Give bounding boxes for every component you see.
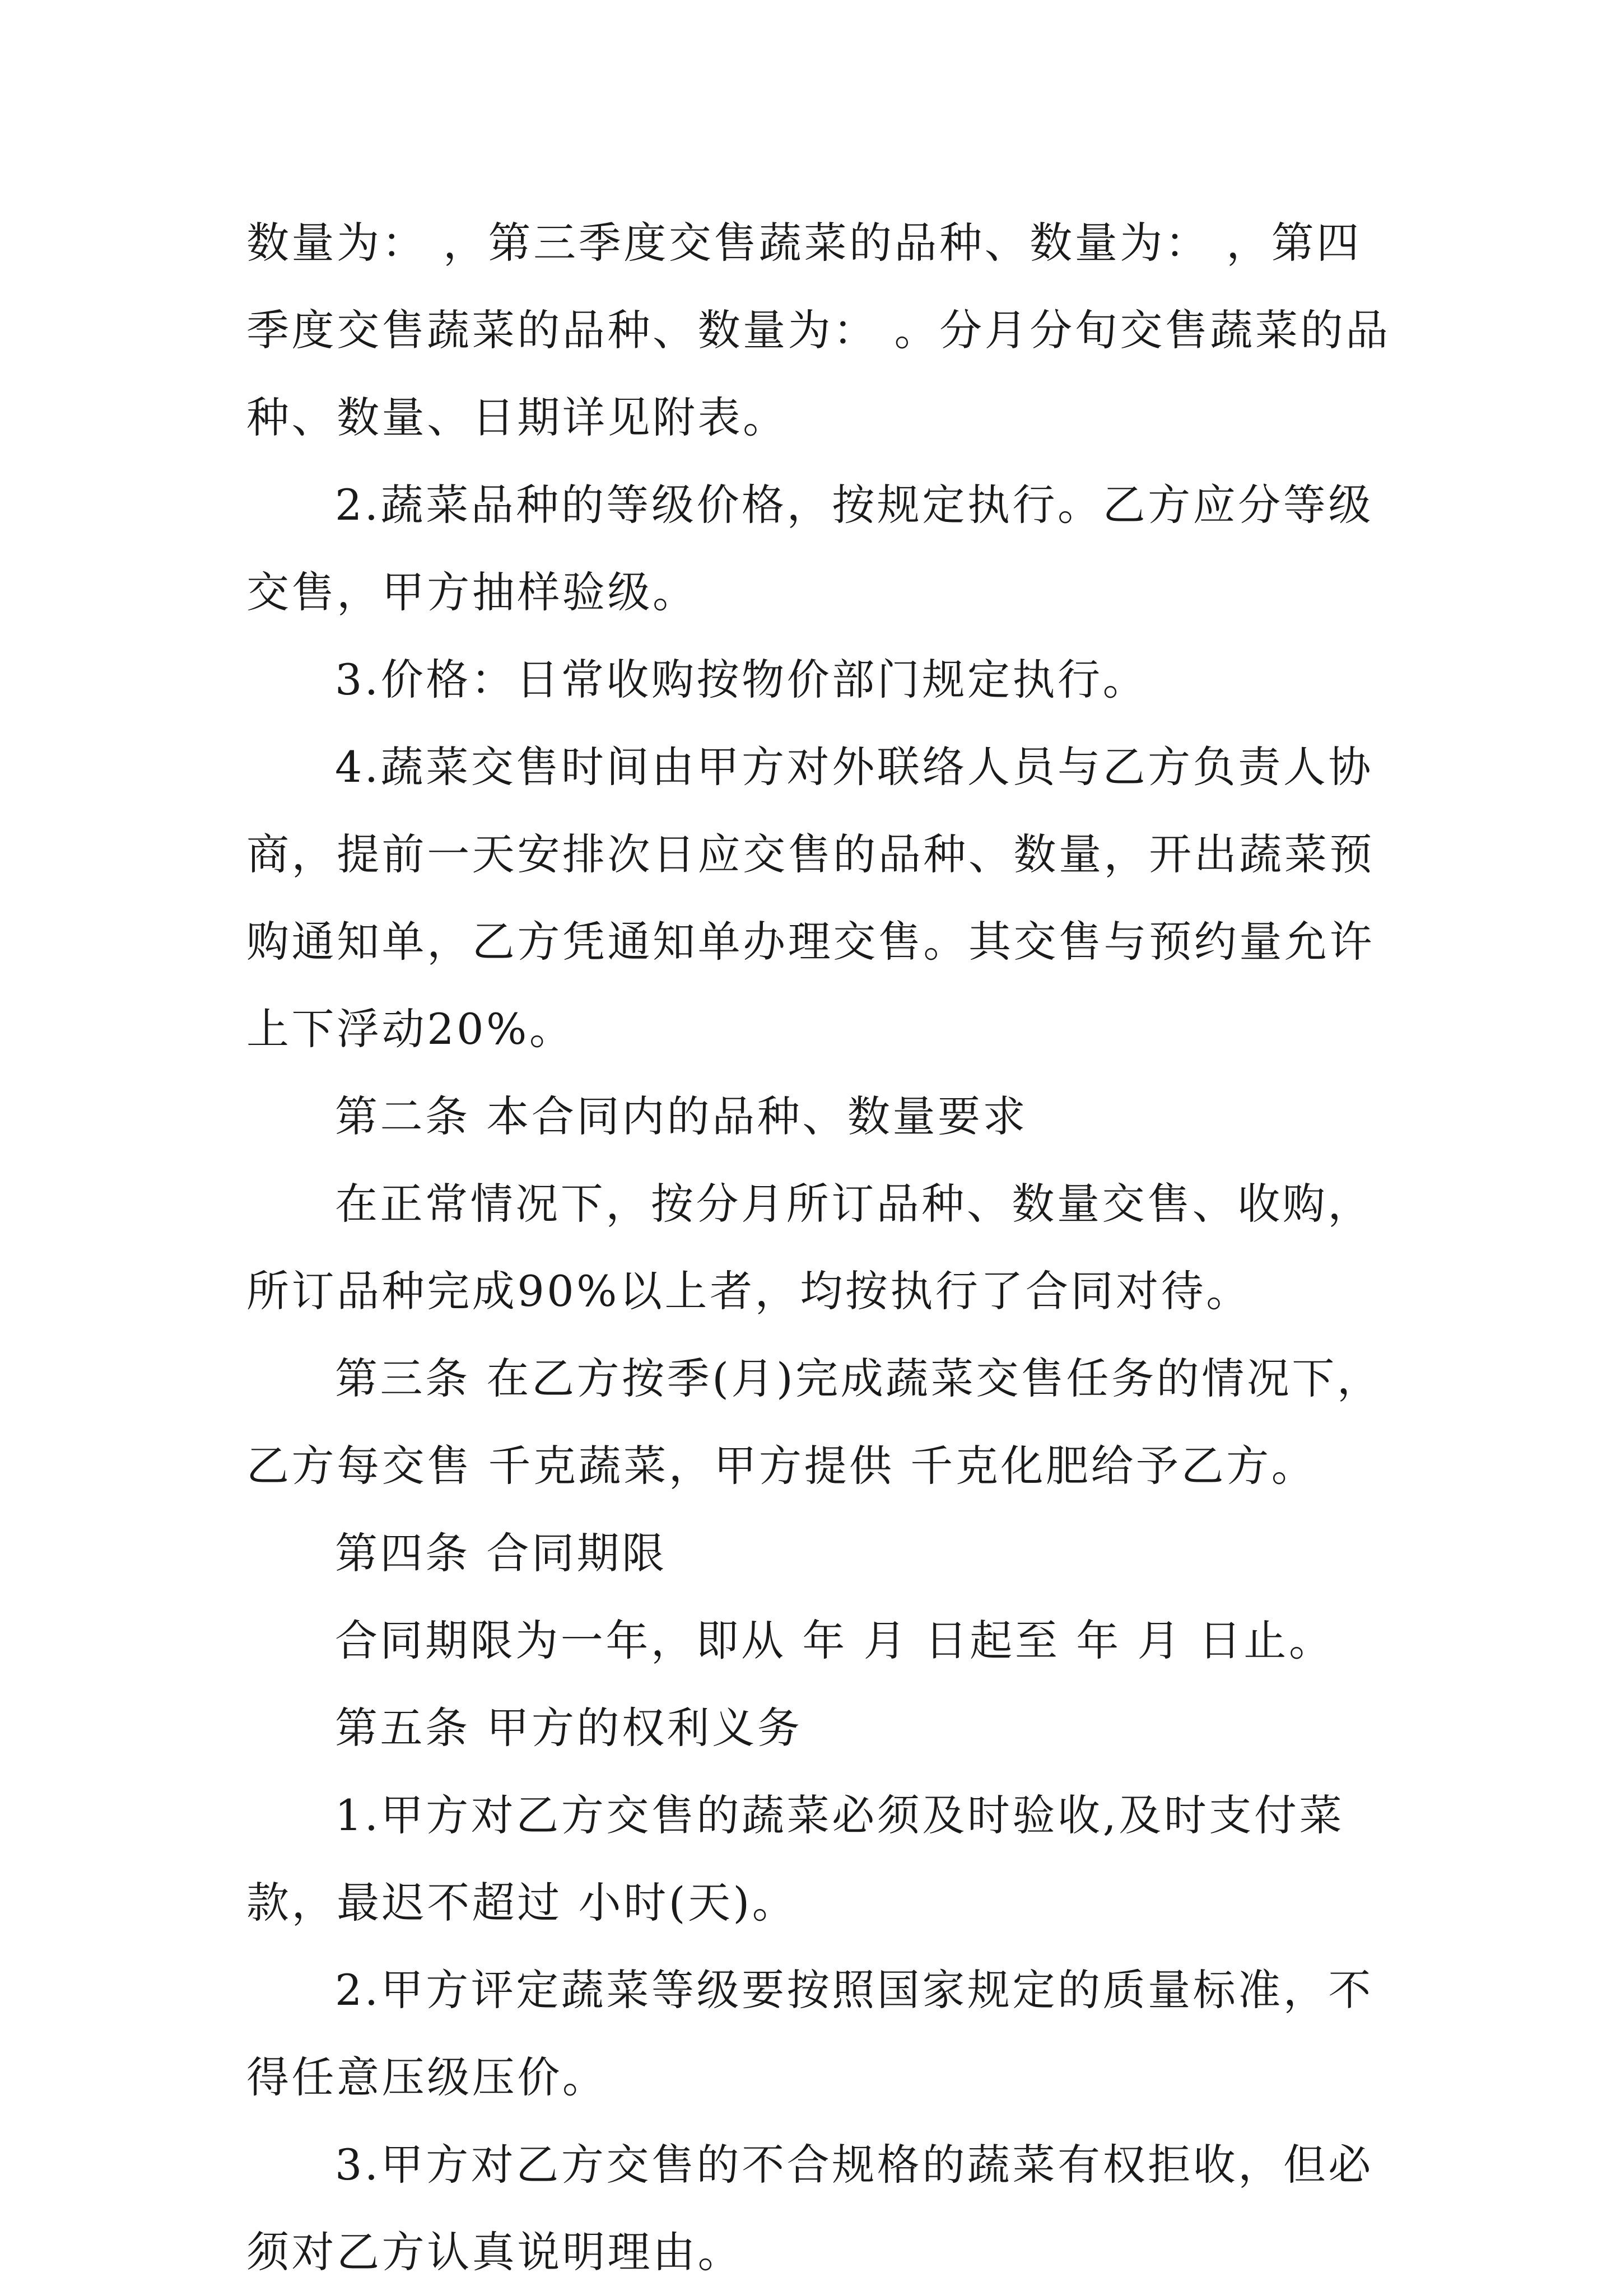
paragraph-party-a-acceptance: 1.甲方对乙方交售的蔬菜必须及时验收,及时支付菜款，最迟不超过 小时(天)。 xyxy=(246,1790,1345,1928)
paragraph-delivery-time: 4.蔬菜交售时间由甲方对外联络人员与乙方负责人协商，提前一天安排次日应交售的品种、数量，开出蔬菜预购通知单，乙方凭通知单办理交售。其交售与预约量允许上下浮动20%。 xyxy=(246,742,1375,1054)
paragraph-continuation-quantities: 数量为： ，第三季度交售蔬菜的品种、数量为： ，第四季度交售蔬菜的品种、数量为： 。分月分旬交售蔬菜的品种、数量、日期详见附表。 xyxy=(246,218,1391,442)
paragraph-contract-term: 合同期限为一年，即从 年 月 日起至 年 月 日止。 xyxy=(335,1616,1334,1665)
article-4-heading: 第四条 合同期限 xyxy=(335,1528,667,1578)
paragraph-price: 3.价格：日常收购按物价部门规定执行。 xyxy=(335,655,1148,704)
paragraph-article-2-body: 在正常情况下，按分月所订品种、数量交售、收购，所订品种完成90%以上者，均按执行了合同对待。 xyxy=(246,1179,1373,1316)
article-5-heading: 第五条 甲方的权利义务 xyxy=(335,1703,803,1753)
article-2-heading: 第二条 本合同内的品种、数量要求 xyxy=(335,1091,1028,1141)
paragraph-grade-price: 2.蔬菜品种的等级价格，按规定执行。乙方应分等级交售，甲方抽样验级。 xyxy=(246,480,1373,617)
article-3-body: 第三条 在乙方按季(月)完成蔬菜交售任务的情况下，乙方每交售 千克蔬菜，甲方提供 千克化肥给予乙方。 xyxy=(246,1354,1382,1491)
paragraph-party-a-rejection: 3.甲方对乙方交售的不合规格的蔬菜有权拒收，但必须对乙方认真说明理由。 xyxy=(246,2140,1373,2277)
paragraph-party-a-grading: 2.甲方评定蔬菜等级要按照国家规定的质量标准，不得任意压级压价。 xyxy=(246,1965,1373,2102)
